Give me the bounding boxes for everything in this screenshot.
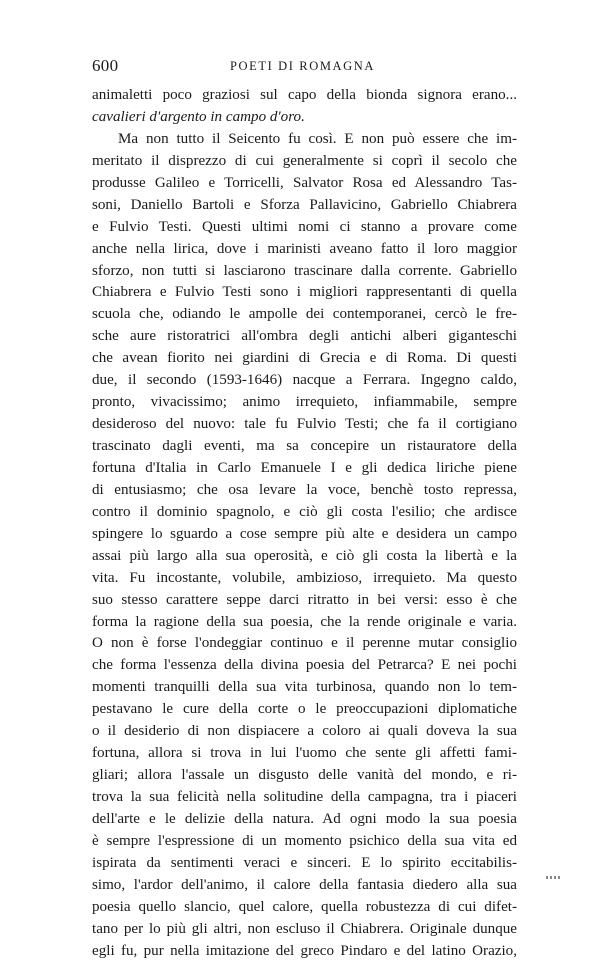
text-line: anche nella lirica, dove i marinisti aveano fatto il loro maggior xyxy=(92,240,517,257)
text-line: fortuna d'Italia in Carlo Emanuele I e gli dedica liriche piene xyxy=(92,459,517,476)
text-line: assai più largo alla sua operosità, e ciò gli costa la libertà e la xyxy=(92,547,517,564)
text-line: tano per lo più gli altri, non escluso il Chiabrera. Originale dunque xyxy=(92,920,517,937)
text-line: dell'arte e le delizie della natura. Ad ogni modo la sua poesia xyxy=(92,810,517,827)
text-line: che forma l'essenza della divina poesia del Petrarca? E nei pochi xyxy=(92,657,517,674)
page-header xyxy=(92,56,517,78)
page-number: 600 xyxy=(92,56,119,75)
scan-mark xyxy=(546,876,560,879)
text-line: cavalieri d'argento in campo d'oro. xyxy=(92,108,305,125)
text-line: che avean fiorito nei giardini di Grecia e di Roma. Di questi xyxy=(92,350,517,367)
text-line: poesia quello slancio, quel calore, quella robustezza di cui difet- xyxy=(92,898,517,915)
text-line: contro il dominio spagnolo, e ciò gli costa l'esilio; che ardisce xyxy=(92,503,517,520)
text-line: scuola che, odiando le ampolle dei contemporanei, cercò le fre- xyxy=(92,306,517,323)
body-text xyxy=(92,85,517,963)
text-line: di entusiasmo; che osa levare la voce, benchè tosto repressa, xyxy=(92,481,517,498)
text-line: produsse Galileo e Torricelli, Salvator Rosa ed Alessandro Tas- xyxy=(92,174,517,191)
text-line: vita. Fu incostante, volubile, ambizioso, irrequieto. Ma questo xyxy=(92,569,517,586)
text-line: sche aure ristoratrici all'ombra degli antichi alberi giganteschi xyxy=(92,328,517,345)
text-line: trova la sua felicità nella solitudine della campagna, tra i piaceri xyxy=(92,789,517,805)
text-line: ispirata da sentimenti veraci e sinceri. E lo spirito eccitabilis- xyxy=(92,854,517,871)
text-line: pestavano le cure della corte o le preoccupazioni diplomatiche xyxy=(92,701,517,718)
text-line: momenti tranquilli della sua vita turbinosa, quando non lo tem- xyxy=(92,679,517,696)
text-line: Chiabrera e Fulvio Testi sono i migliori rappresentanti di quella xyxy=(92,284,517,301)
text-line: spingere lo sguardo a cose sempre più alte e desidera un campo xyxy=(92,525,517,542)
text-line: Ma non tutto il Seicento fu così. E non può essere che im- xyxy=(118,130,517,147)
text-line: soni, Daniello Bartoli e Sforza Pallavicino, Gabriello Chiabrera xyxy=(92,196,517,213)
running-head: POETI DI ROMAGNA xyxy=(230,59,376,73)
text-line: animaletti poco graziosi sul capo della bionda signora erano... xyxy=(92,87,517,103)
text-line: due, il secondo (1593-1646) nacque a Ferrara. Ingegno caldo, xyxy=(92,372,517,389)
text-line: desideroso del nuovo: tale fu Fulvio Testi; che fa il cortigiano xyxy=(92,416,517,433)
text-line: egli fu, pur nella imitazione del greco Pindaro e del latino Orazio, xyxy=(92,942,517,959)
text-line: fortuna, allora si trova in lui l'uomo che sente gli affetti fami- xyxy=(92,745,517,762)
text-line: meritato il disprezzo di cui generalmente si coprì il secolo che xyxy=(92,152,517,169)
text-line: gliari; allora l'assale un disgusto delle vanità del mondo, e ri- xyxy=(92,767,517,784)
text-line: sforzo, non tutti si lasciarono trascinare dalla corrente. Gabriello xyxy=(92,262,517,279)
text-line: è sempre l'espressione di un momento psichico della sua vita ed xyxy=(92,832,517,849)
text-line: o il desiderio di non dispiacere a coloro ai quali doveva la sua xyxy=(92,723,517,740)
text-line: e Fulvio Testi. Questi ultimi nomi ci stanno a provare come xyxy=(92,218,517,235)
text-line: forma la ragione della sua poesia, che la rende originale e varia. xyxy=(92,613,517,630)
text-line: simo, l'ardor dell'animo, il calore della fantasia diedero alla sua xyxy=(92,876,517,893)
text-line: O non è forse l'ondeggiar continuo e il perenne mutar consiglio xyxy=(92,635,517,652)
text-line: pronto, vivacissimo; animo irrequieto, infiammabile, sempre xyxy=(92,394,517,411)
text-line: trascinato dagli eventi, ma sa concepire un ristauratore della xyxy=(92,438,517,454)
text-line: suo stesso carattere seppe darci ritratto in bei versi: esso è che xyxy=(92,591,517,608)
